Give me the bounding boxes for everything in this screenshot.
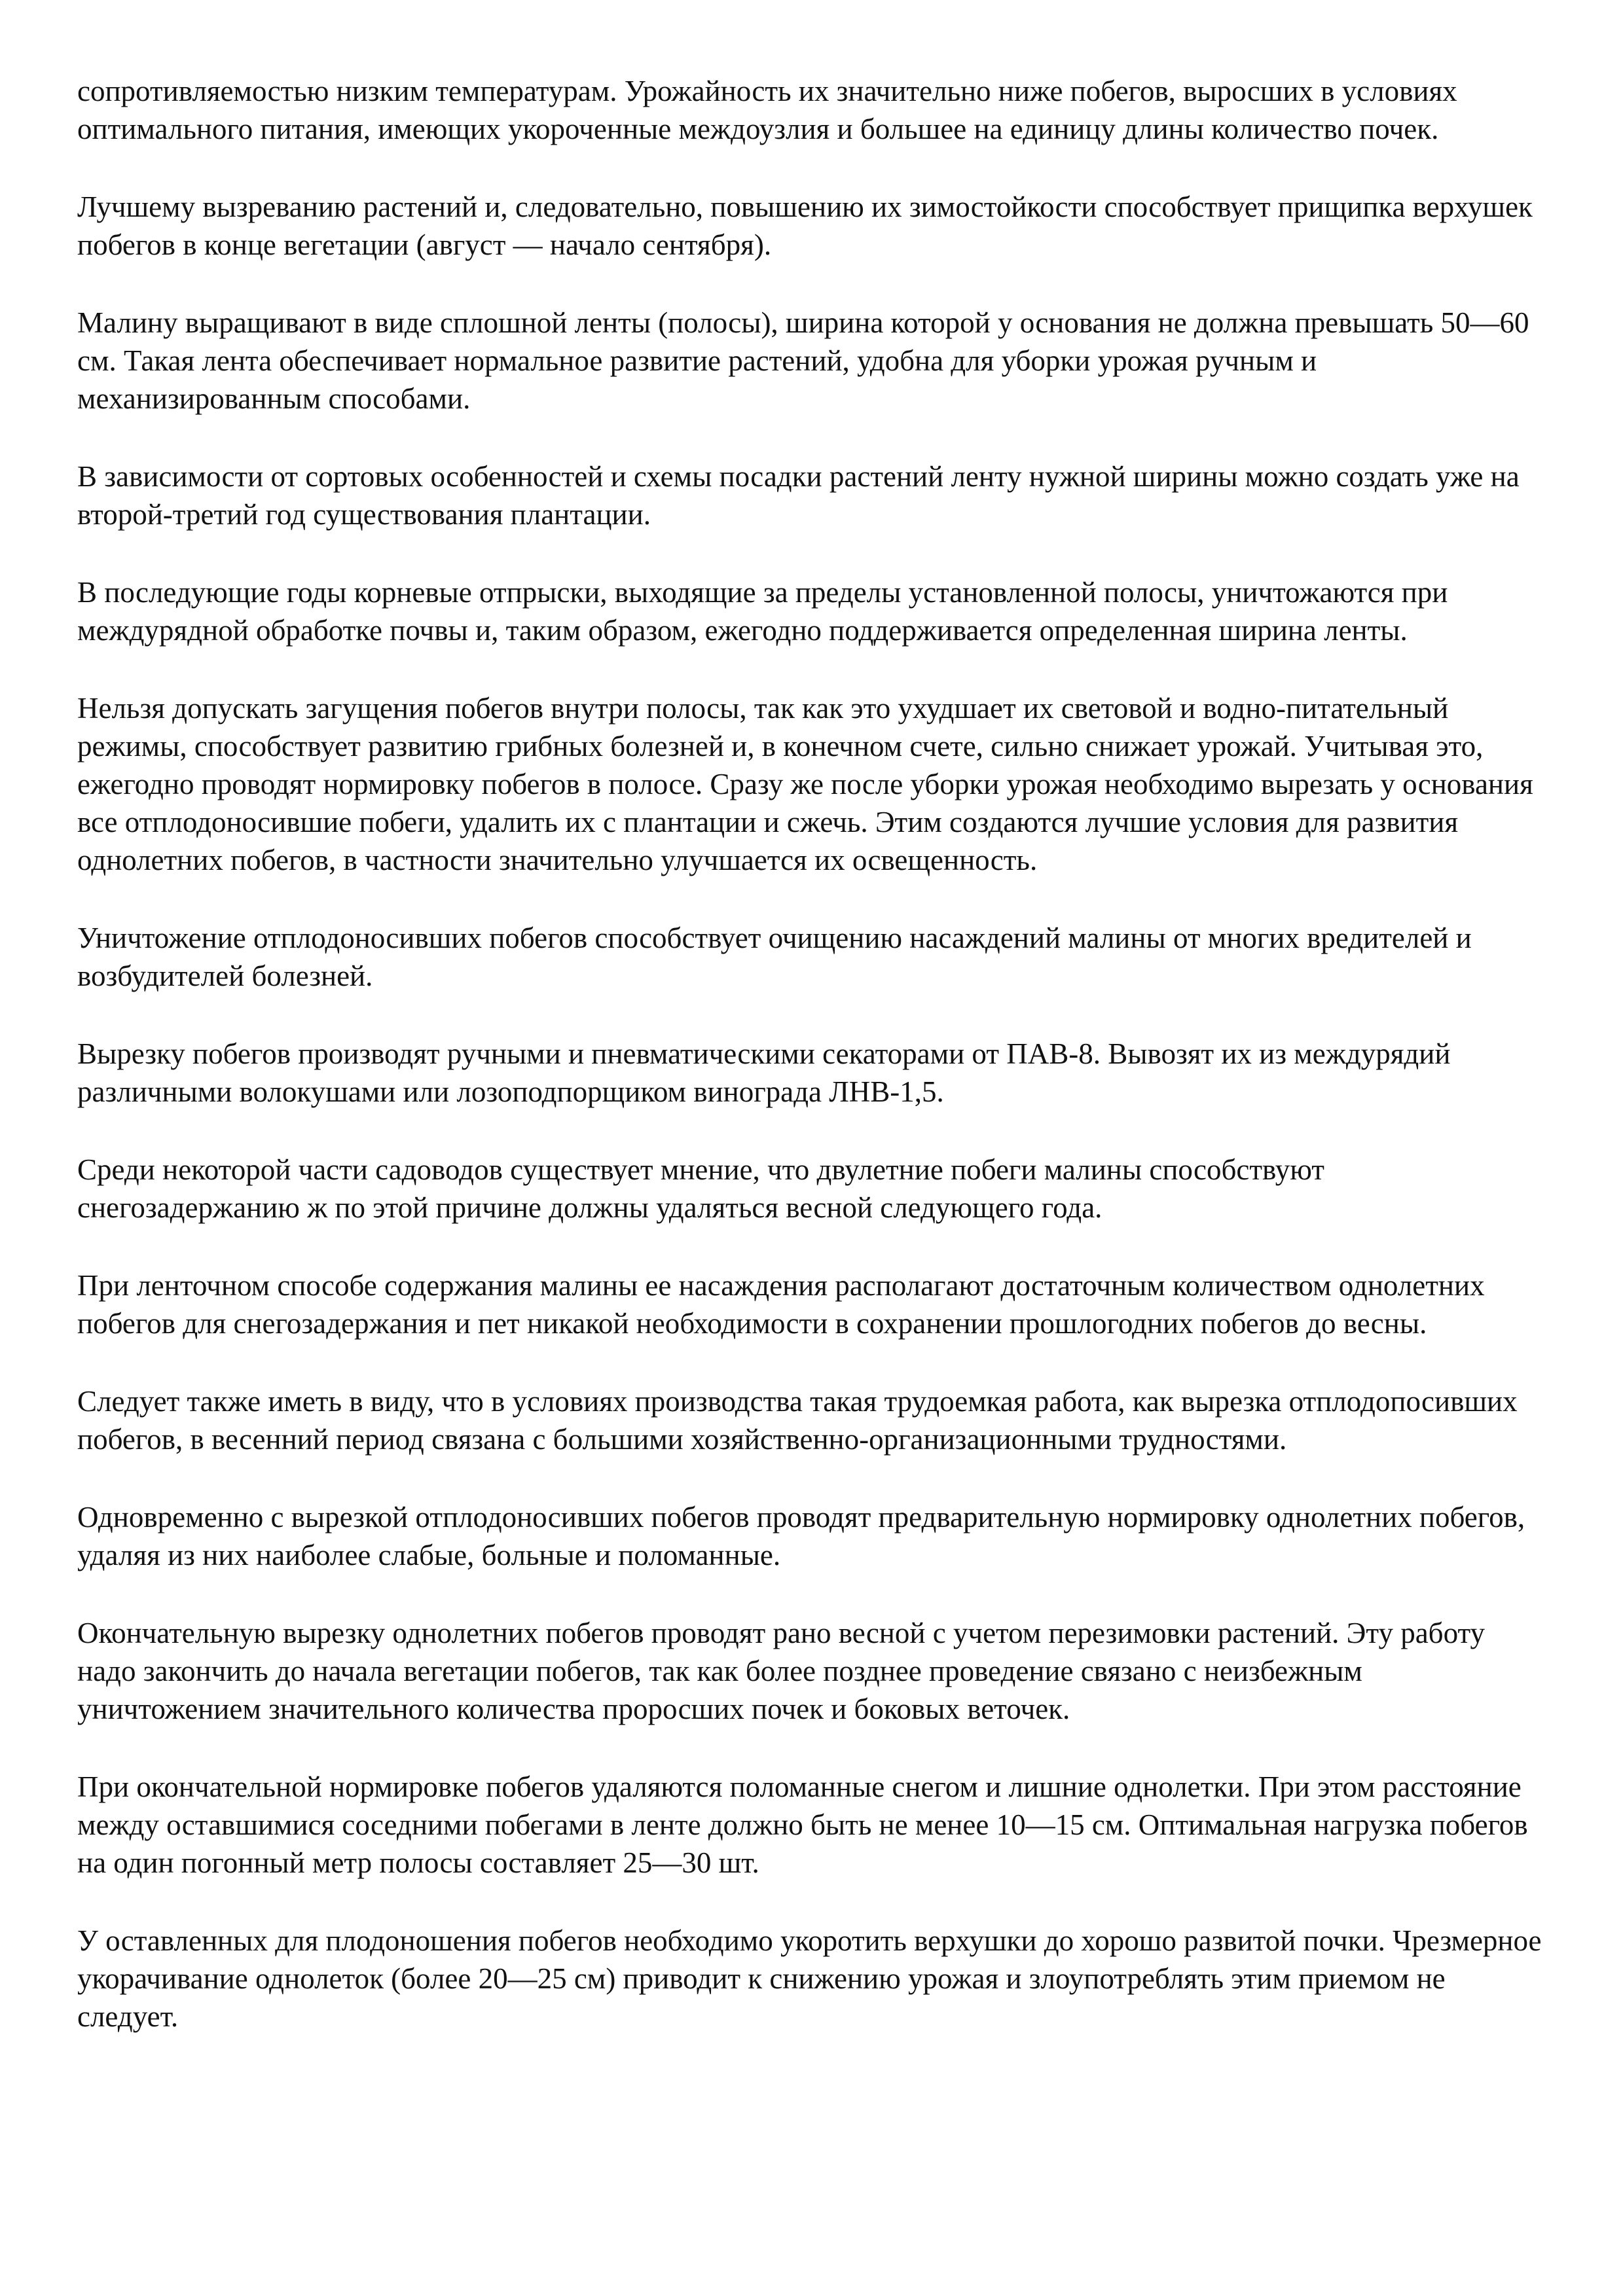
paragraph-2: Лучшему вызреванию растений и, следовательно, повышению их зимостойкости способствует прищипка верхушек побегов в конце вегетации (август — начало сентября). — [77, 190, 1533, 261]
paragraph-14: При окончательной нормировке побегов удаляются поломанные снегом и лишние однолетки. При этом расстояние между оставшимися соседними побегами в ленте должно быть не менее 10—15 см. Оптимальная нагрузка побегов на один погонный метр полосы составляет 25—30 шт. — [77, 1770, 1528, 1879]
paragraph-13: Окончательную вырезку однолетних побегов проводят рано весной с учетом перезимовки растений. Эту работу надо закончить до начала вегетации побегов, так как более позднее проведение связано с неизбежным уничтожением значительного количества проросших почек и боковых веточек. — [77, 1617, 1486, 1725]
paragraph-12: Одновременно с вырезкой отплодоносивших побегов проводят предварительную нормировку однолетних побегов, удаляя из них наиболее слабые, больные и поломанные. — [77, 1501, 1525, 1571]
text-column — [77, 72, 1550, 2036]
paragraph-7: Уничтожение отплодоносивших побегов способствует очищению насаждений малины от многих вредителей и возбудителей болезней. — [77, 922, 1472, 992]
paragraph-1: сопротивляемостью низким температурам. Урожайность их значительно ниже побегов, выросших в условиях оптимального питания, имеющих укороченные междоузлия и большее на единицу длины количество почек. — [77, 75, 1457, 145]
paragraph-9: Среди некоторой части садоводов существует мнение, что двулетние побеги малины способствуют снегозадержанию ж по этой причине должны удаляться весной следующего года. — [77, 1153, 1324, 1224]
paragraph-5: В последующие годы корневые отпрыски, выходящие за пределы установленной полосы, уничтожаются при междурядной обработке почвы и, таким образом, ежегодно поддерживается определенная ширина ленты. — [77, 576, 1448, 647]
paragraph-3: Малину выращивают в виде сплошной ленты (полосы), ширина которой у основания не должна превышать 50—60 см. Такая лента обеспечивает нормальное развитие растений, удобна для уборки урожая ручным и механизированным способами. — [77, 306, 1529, 415]
paragraph-15: У оставленных для плодоношения побегов необходимо укоротить верхушки до хорошо развитой почки. Чрезмерное укорачивание однолеток (более 20—25 см) приводит к снижению урожая и злоупотреблять этим приемом не следует. — [77, 1924, 1542, 2033]
paragraph-10: При ленточном способе содержания малины ее насаждения располагают достаточным количеством однолетних побегов для снегозадержания и пет никакой необходимости в сохранении прошлогодних побегов до весны. — [77, 1269, 1485, 1340]
paragraph-11: Следует также иметь в виду, что в условиях производства такая трудоемкая работа, как вырезка отплодопосивших побегов, в весенний период связана с большими хозяйственно-организационными трудностями. — [77, 1385, 1518, 1456]
paragraph-6: Нельзя допускать загущения побегов внутри полосы, так как это ухудшает их световой и водно-питательный режимы, способствует развитию грибных болезней и, в конечном счете, сильно снижает урожай. Учитывая это, ежегодно проводят нормировку побегов в полосе. Сразу же после уборки урожая необходимо вырезать у основания все отплодоносившие побеги, удалить их с плантации и сжечь. Этим создаются лучшие условия для развития однолетних побегов, в частности значительно улучшается их освещенность. — [77, 692, 1533, 876]
paragraph-4: В зависимости от сортовых особенностей и схемы посадки растений ленту нужной ширины можно создать уже на второй-третий год существования плантации. — [77, 460, 1520, 531]
paragraph-8: Вырезку побегов производят ручными и пневматическими секаторами от ПАВ-8. Вывозят их из междурядий различными волокушами или лозоподпорщиком винограда ЛНВ-1,5. — [77, 1037, 1451, 1108]
